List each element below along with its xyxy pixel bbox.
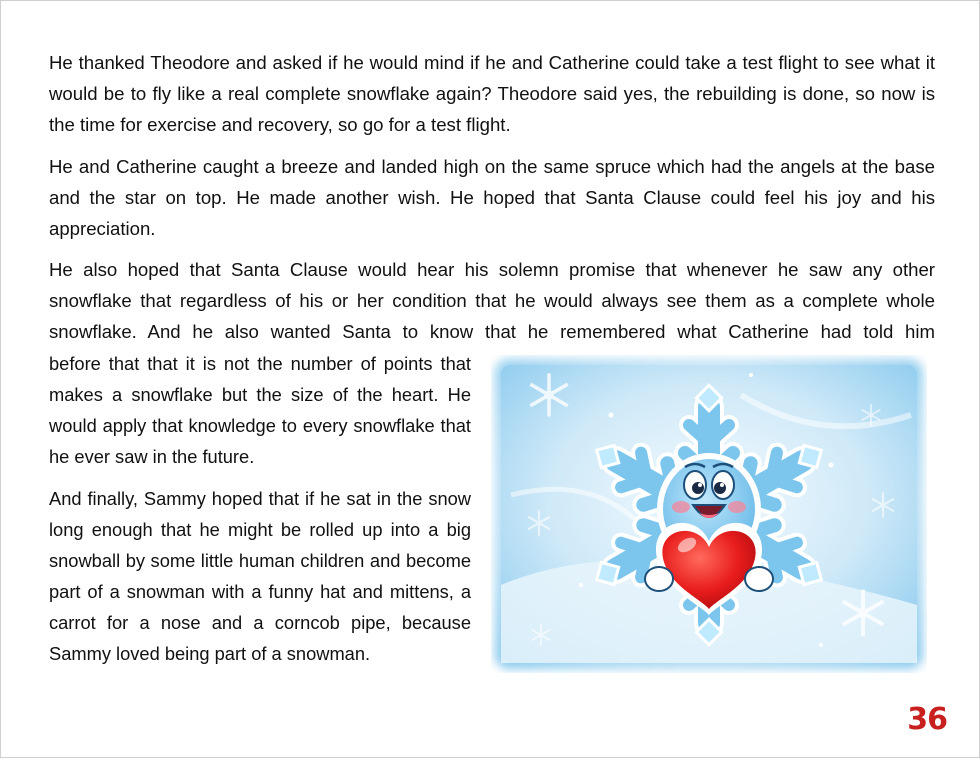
paragraph-2: He and Catherine caught a breeze and landed high on the same spruce which had the angels at the base and the star on top. He made another wish. He hoped that Santa Clause could feel his joy and his appreciation. bbox=[49, 156, 935, 239]
paragraph-4: And finally, Sammy hoped that if he sat in the snow long enough that he might be rolled up into a big snowball by some little human children and become part of a snowman with a funny hat and mittens, a carrot for a nose and a corncob pipe, because Sammy loved being part of a snowman. bbox=[49, 488, 471, 664]
snowflake-heart-illustration bbox=[491, 355, 927, 673]
paragraph-3-continued: before that that it is not the number of points that makes a snowflake but the size of the heart. He would apply that knowledge to every snowflake that he ever saw in the future. bbox=[49, 353, 471, 467]
paragraph-1: He thanked Theodore and asked if he would mind if he and Catherine could take a test flight to see what it would be to fly like a real complete snowflake again? Theodore said yes, the rebuilding is done, so now is the time for exercise and recovery, so go for a test flight. bbox=[49, 52, 935, 135]
page-number: 36 bbox=[907, 702, 947, 737]
paragraph-3: He also hoped that Santa Clause would hear his solemn promise that whenever he saw any other snowflake that regardless of his or her condition that he would always see them as a complete whole snowflake. And he also wanted Santa to know that he remembered what Catherine had told him bbox=[49, 259, 935, 342]
snowflake-character-holding-heart-icon bbox=[491, 355, 927, 673]
